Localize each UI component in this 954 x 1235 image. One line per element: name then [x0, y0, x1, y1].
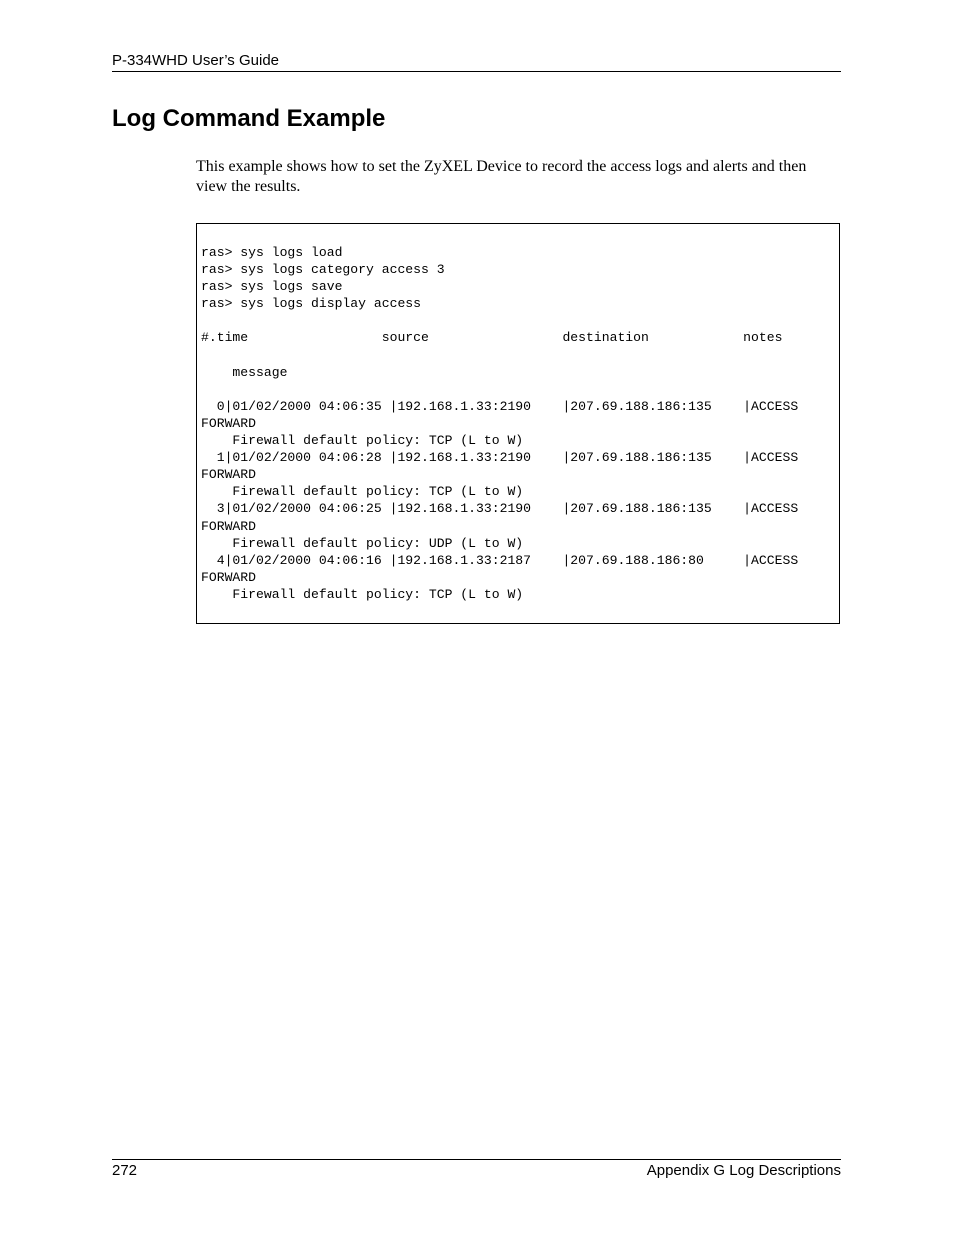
document-title: P-334WHD User’s Guide: [112, 52, 279, 69]
section-title: Log Command Example: [112, 105, 386, 132]
page-footer: [112, 1159, 841, 1184]
page-header: [112, 51, 841, 72]
code-example-box: [196, 223, 840, 624]
command-output: ras> sys logs load ras> sys logs category access 3 ras> sys logs save ras> sys logs display access #.time source destination notes message 0|01/02/2000 04:06:35 |192.168.1.33:2190 |207.69.188.186:135 |ACCESS FORWARD Firewall default policy: TCP (L to W) 1|01/02/2000 04:06:28 |192.168.1.33:2190 |207.69.188.186:135 |ACCESS FORWARD Firewall default policy: TCP (L to W) 3|01/02/2000 04:06:25 |192.168.1.33:2190 |207.69.188.186:135 |ACCESS FORWARD Firewall default policy: UDP (L to W) 4|01/02/2000 04:06:16 |192.168.1.33:2187 |207.69.188.186:80 |ACCESS FORWARD Firewall default policy: TCP (L to W): [201, 245, 799, 602]
intro-paragraph: This example shows how to set the ZyXEL Device to record the access logs and alerts and then view the results.: [196, 158, 807, 195]
page-number: 272: [112, 1162, 138, 1179]
footer-section-title: Appendix G Log Descriptions: [646, 1162, 841, 1179]
